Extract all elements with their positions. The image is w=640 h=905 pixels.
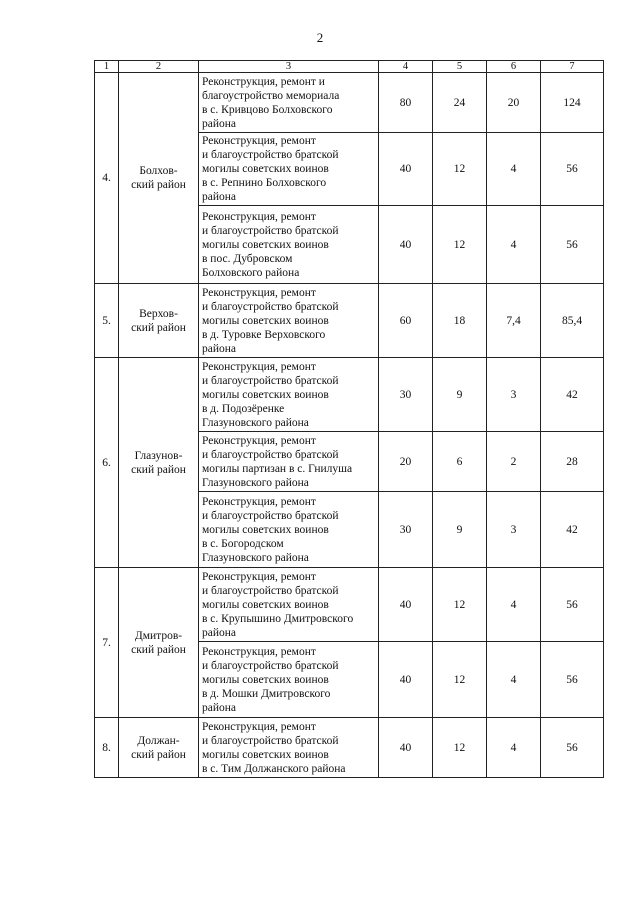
description-line: в д. Туровке Верховского (202, 328, 326, 341)
description-line: в с. Тим Должанского района (202, 762, 346, 775)
description-line: района (202, 191, 237, 203)
value-cell-v5: 12 (433, 642, 487, 718)
description-line: могилы советских воинов (202, 673, 329, 686)
value-cell-v7: 124 (541, 73, 604, 133)
description-line: и благоустройство братской (202, 374, 339, 387)
value-cell-v7: 56 (541, 568, 604, 642)
memorial-reconstruction-table (94, 60, 604, 778)
value-cell-v6: 4 (487, 133, 541, 206)
description-line: Реконструкция, ремонт (202, 286, 316, 299)
table-row (95, 718, 604, 778)
description-line: Реконструкция, ремонт (202, 720, 316, 733)
district-line: ский район (131, 321, 186, 334)
value-cell-v6: 2 (487, 432, 541, 492)
description-line: в с. Крупышино Дмитровского (202, 612, 354, 625)
district-line: Должан- (137, 734, 180, 747)
description-line: могилы советских воинов (202, 163, 329, 175)
value-cell-v4: 40 (379, 568, 433, 642)
value-cell-v4: 30 (379, 358, 433, 432)
description-line: в с. Богородском (202, 537, 284, 550)
value-cell-v6: 4 (487, 568, 541, 642)
district-name (119, 358, 199, 568)
value-cell-v7: 42 (541, 358, 604, 432)
header-row (95, 61, 604, 73)
value-cell-v7: 85,4 (541, 284, 604, 358)
table-row (95, 358, 604, 432)
description-line: могилы советских воинов (202, 598, 329, 611)
header-cell: 5 (433, 61, 487, 73)
value-cell-v6: 4 (487, 206, 541, 284)
value-cell-v7: 56 (541, 718, 604, 778)
description-line: Реконструкция, ремонт (202, 210, 316, 223)
description-line: в д. Подозёренке (202, 402, 285, 415)
description-line: и благоустройство братской (202, 584, 339, 597)
project-description (199, 432, 379, 492)
project-description (199, 568, 379, 642)
header-cell: 4 (379, 61, 433, 73)
header-cell: 7 (541, 61, 604, 73)
district-line: Дмитров- (134, 629, 183, 642)
value-cell-v5: 12 (433, 718, 487, 778)
row-number: 4. (95, 73, 119, 284)
value-cell-v6: 3 (487, 492, 541, 568)
district-name (119, 718, 199, 778)
value-cell-v4: 40 (379, 718, 433, 778)
value-cell-v4: 40 (379, 642, 433, 718)
district-name (119, 284, 199, 358)
value-cell-v5: 9 (433, 492, 487, 568)
value-cell-v5: 12 (433, 206, 487, 284)
table-row (95, 284, 604, 358)
value-cell-v7: 56 (541, 642, 604, 718)
value-cell-v5: 12 (433, 568, 487, 642)
description-line: Реконструкция, ремонт (202, 434, 316, 447)
header-cell: 6 (487, 61, 541, 73)
row-number: 8. (95, 718, 119, 778)
district-line: ский район (131, 643, 186, 656)
description-line: Глазуновского района (202, 476, 309, 489)
value-cell-v7: 56 (541, 133, 604, 206)
description-line: и благоустройство братской (202, 224, 339, 237)
value-cell-v6: 4 (487, 718, 541, 778)
description-line: могилы партизан в с. Гнилуша (202, 462, 353, 475)
description-line: Реконструкция, ремонт и (202, 75, 325, 88)
value-cell-v6: 4 (487, 642, 541, 718)
row-number: 5. (95, 284, 119, 358)
description-line: могилы советских воинов (202, 314, 329, 327)
description-line: района (202, 626, 237, 639)
description-line: Реконструкция, ремонт (202, 495, 316, 508)
project-description (199, 718, 379, 778)
project-description (199, 284, 379, 358)
value-cell-v6: 20 (487, 73, 541, 133)
table-row (95, 568, 604, 642)
value-cell-v4: 40 (379, 206, 433, 284)
value-cell-v6: 7,4 (487, 284, 541, 358)
description-line: могилы советских воинов (202, 388, 329, 401)
description-line: в д. Мошки Дмитровского (202, 687, 331, 700)
description-line: могилы советских воинов (202, 238, 329, 251)
project-description (199, 358, 379, 432)
header-cell: 2 (119, 61, 199, 73)
description-line: Реконструкция, ремонт (202, 645, 316, 658)
description-line: и благоустройство братской (202, 149, 339, 161)
description-line: в с. Репнино Болховского (202, 177, 327, 189)
value-cell-v7: 42 (541, 492, 604, 568)
district-line: Болхов- (139, 165, 178, 177)
project-description (199, 206, 379, 284)
value-cell-v7: 56 (541, 206, 604, 284)
project-description (199, 492, 379, 568)
district-line: Глазунов- (134, 449, 183, 462)
description-line: и благоустройство братской (202, 734, 339, 747)
page-number: 2 (316, 30, 324, 45)
value-cell-v5: 18 (433, 284, 487, 358)
header-cell: 3 (199, 61, 379, 73)
value-cell-v4: 60 (379, 284, 433, 358)
value-cell-v4: 30 (379, 492, 433, 568)
description-line: Глазуновского района (202, 416, 309, 429)
value-cell-v6: 3 (487, 358, 541, 432)
project-description (199, 133, 379, 206)
description-line: и благоустройство братской (202, 509, 339, 522)
description-line: могилы советских воинов (202, 523, 329, 536)
value-cell-v7: 28 (541, 432, 604, 492)
district-name (119, 73, 199, 284)
project-description (199, 642, 379, 718)
value-cell-v4: 80 (379, 73, 433, 133)
value-cell-v5: 24 (433, 73, 487, 133)
value-cell-v4: 20 (379, 432, 433, 492)
table-row (95, 73, 604, 133)
description-line: и благоустройство братской (202, 659, 339, 672)
value-cell-v5: 9 (433, 358, 487, 432)
description-line: в пос. Дубровском (202, 252, 293, 265)
district-line: ский район (131, 179, 186, 191)
description-line: района (202, 342, 237, 355)
description-line: Реконструкция, ремонт (202, 360, 316, 373)
value-cell-v5: 12 (433, 133, 487, 206)
district-line: ский район (131, 463, 186, 476)
description-line: Болховского района (202, 266, 300, 279)
header-cell: 1 (95, 61, 119, 73)
row-number: 7. (95, 568, 119, 718)
description-line: Реконструкция, ремонт (202, 570, 316, 583)
project-description (199, 73, 379, 133)
value-cell-v5: 6 (433, 432, 487, 492)
district-name (119, 568, 199, 718)
district-line: Верхов- (139, 307, 178, 320)
description-line: Глазуновского района (202, 551, 309, 564)
description-line: и благоустройство братской (202, 448, 339, 461)
value-cell-v4: 40 (379, 133, 433, 206)
row-number: 6. (95, 358, 119, 568)
description-line: Реконструкция, ремонт (202, 135, 316, 147)
description-line: и благоустройство братской (202, 300, 339, 313)
table-body (95, 61, 604, 778)
description-line: района (202, 117, 237, 130)
description-line: благоустройство мемориала (202, 89, 340, 102)
description-line: могилы советских воинов (202, 748, 329, 761)
description-line: в с. Кривцово Болховского (202, 103, 333, 116)
description-line: района (202, 701, 237, 714)
district-line: ский район (131, 748, 186, 761)
